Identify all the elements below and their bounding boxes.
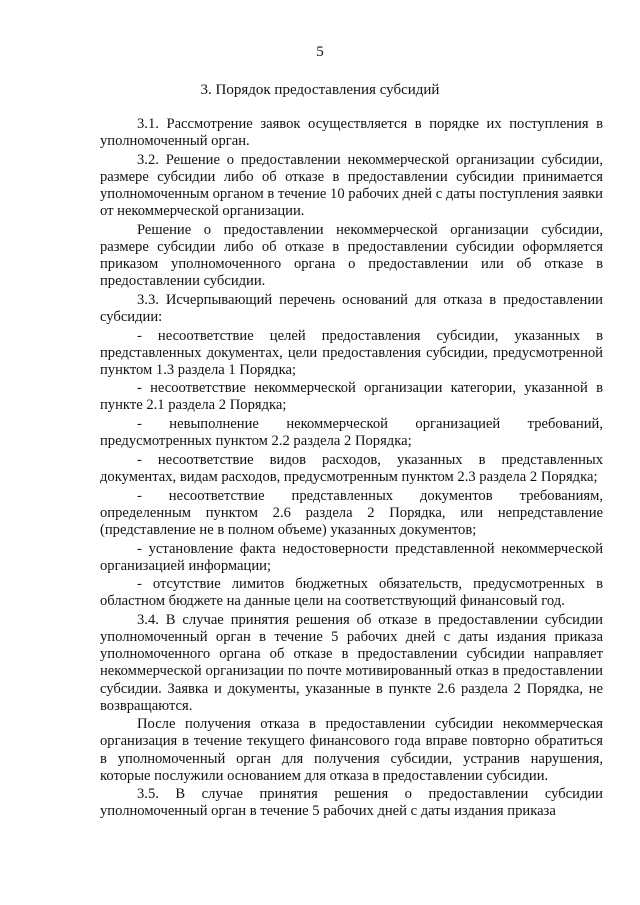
paragraph-3-5: 3.5. В случае принятия решения о предоставлении субсидии уполномоченный орган в течение 5 рабочих дней с даты издания приказа	[100, 786, 603, 820]
list-item-documents-mismatch: - несоответствие представленных документов требованиям, определенным пунктом 2.6 раздела 2 Порядка, или непредставление (представление не в полном объеме) указанных документов;	[100, 487, 603, 538]
body-text	[100, 116, 603, 822]
page-number: 5	[316, 44, 324, 60]
paragraph-after-refusal: После получения отказа в предоставлении субсидии некоммерческая организация в течение текущего финансового года вправе повторно обратиться в уполномоченный орган для получения субсидии, устранив нарушения, которые послужили основанием для отказа в предоставлении субсидии.	[100, 716, 603, 784]
paragraph-decision: Решение о предоставлении некоммерческой организации субсидии, размере субсидии либо об отказе в предоставлении субсидии оформляется приказом уполномоченного органа о предоставлении или об отказе в предоставлении субсидии.	[100, 221, 603, 290]
paragraph-3-3: 3.3. Исчерпывающий перечень оснований для отказа в предоставлении субсидии:	[100, 291, 603, 325]
section-title: 3. Порядок предоставления субсидий	[200, 82, 440, 98]
paragraph-3-2: 3.2. Решение о предоставлении некоммерческой организации субсидии, размере субсидии либо об отказе в предоставлении субсидии принимается уполномоченным органом в течение 10 рабочих дней с даты поступления заявки от некоммерческой организации.	[100, 151, 603, 220]
list-item-false-information: - установление факта недостоверности представленной некоммерческой организацией информации;	[100, 540, 603, 574]
list-item-expense-types-mismatch: - несоответствие видов расходов, указанных в представленных документах, видам расходов, предусмотренным пунктом 2.3 раздела 2 Порядка;	[100, 451, 603, 486]
list-item-goals-mismatch: - несоответствие целей предоставления субсидии, указанных в представленных документах, цели предоставления субсидии, предусмотренной пунктом 1.3 раздела 1 Порядка;	[100, 327, 603, 378]
paragraph-3-4: 3.4. В случае принятия решения об отказе в предоставлении субсидии уполномоченный орган в течение 5 рабочих дней с даты издания приказа уполномоченного органа об отказе в предоставлении субсидии направляет некоммерческой организации по почте мотивированный отказ в предоставлении субсидии. Заявка и документы, указанные в пункте 2.6 раздела 2 Порядка, не возвращаются.	[100, 612, 603, 714]
list-item-no-budget-limits: - отсутствие лимитов бюджетных обязательств, предусмотренных в областном бюджете на данные цели на соответствующий финансовый год.	[100, 576, 603, 610]
paragraph-3-1: 3.1. Рассмотрение заявок осуществляется в порядке их поступления в уполномоченный орган.	[100, 116, 603, 150]
list-item-requirements-unmet: - невыполнение некоммерческой организацией требований, предусмотренных пунктом 2.2 раздела 2 Порядка;	[100, 416, 603, 450]
list-item-category-mismatch: - несоответствие некоммерческой организации категории, указанной в пункте 2.1 раздела 2 Порядка;	[100, 380, 603, 414]
